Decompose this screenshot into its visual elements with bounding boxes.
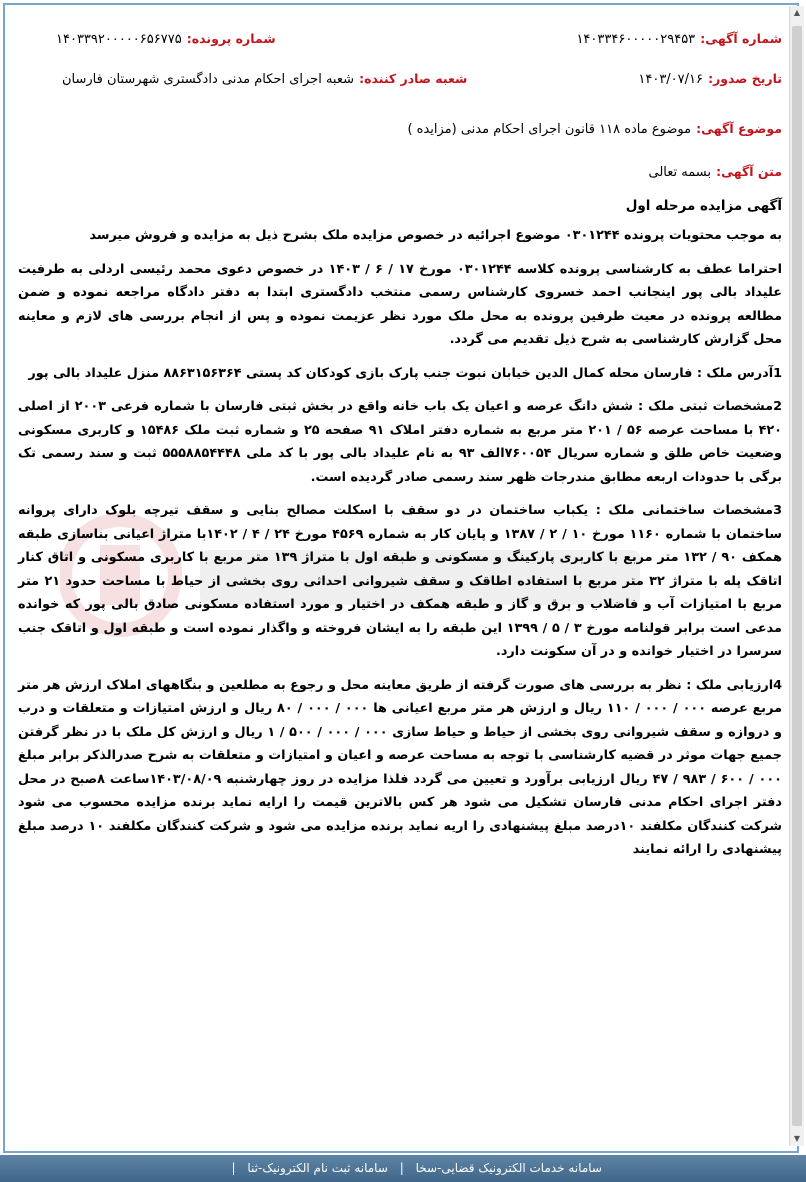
body-label: متن آگهی:: [716, 164, 782, 179]
header-row-2: [18, 68, 782, 108]
issue-date-value: ۱۴۰۳/۰۷/۱۶: [638, 72, 703, 87]
paragraph-address: 1آدرس ملک : فارسان محله کمال الدین خیابان نبوت جنب پارک بازی کودکان کد پستی ۸۸۶۳۱۵۶۳۶۴ منزل علیداد بالی پور: [28, 365, 782, 381]
notice-content: [18, 28, 782, 862]
footer-link-sakha[interactable]: سامانه خدمات الکترونیک قضایی-سخا: [415, 1161, 602, 1175]
case-number-field: [56, 28, 276, 47]
ad-number-value: ۱۴۰۳۳۴۶۰۰۰۰۰۲۹۴۵۳: [576, 32, 696, 47]
paragraph-registration: 2مشخصات ثبتی ملک : شش دانگ عرصه و اعیان یک باب خانه واقع در بخش ثبتی فارسان با شماره فرعی ۲۰۰۳ از اصلی ۴۲۰ با مساحت عرصه ۵۶ / ۲۰۱ متر مربع به شماره دفتر املاک ۹۱ صفحه ۲۵ و شماره ثبت ملک ۱۵۴۸۶ و کاربری مسکونی وضعیت خاص طلق و شماره سریال ۷۶۰۰۵۴الف ۹۳ به نام علیداد بالی پور با کد ملی ۵۵۵۸۸۵۴۴۴۸ ثبت و سند رسمی تک برگی با حدودات اربعه مطابق مندرجات ظهر سند رسمی صادر گردیده است.: [18, 399, 783, 485]
footer-separator: |: [231, 1161, 236, 1175]
subject-label: موضوع آگهی:: [696, 121, 782, 136]
paragraph-expert-report: احتراما عطف به کارشناسی پرونده کلاسه ۰۳۰۱۲۴۴ مورخ ۱۷ / ۶ / ۱۴۰۳ در خصوص دعوی محمد رئیسی اردلی به طرفیت علیداد بالی پور اینجانب احمد خسروی کارشناس رسمی منتخب دادگستری ابتدا به دفتر دادگاه مراجعه نموده و ضمن مطالعه پرونده در معیت طرفین پرونده به محل ملک مورد نظر عزیمت نموده و پس از انجام بررسی های لازم و معاینه محل گزارش کارشناسی به شرح ذیل تقدیم می گردد.: [18, 261, 782, 347]
ad-number-label: شماره آگهی:: [700, 31, 782, 46]
issue-date-label: تاریخ صدور:: [708, 71, 782, 86]
scroll-up-arrow-icon[interactable]: ▲: [793, 8, 801, 17]
ad-number-field: [576, 28, 782, 47]
case-number-label: شماره پرونده:: [186, 31, 276, 46]
scroll-down-arrow-icon[interactable]: ▼: [793, 1134, 801, 1143]
body-row: [18, 161, 782, 180]
vertical-scrollbar[interactable]: [789, 6, 804, 1146]
subject-row: [18, 118, 782, 137]
scroll-thumb[interactable]: [792, 26, 802, 1126]
issuer-field: [62, 68, 467, 87]
issuer-label: شعبه صادر کننده:: [359, 71, 468, 86]
body-value: بسمه تعالی: [648, 165, 711, 180]
issuer-value: شعبه اجرای احکام مدنی دادگستری شهرستان فارسان: [62, 72, 355, 87]
footer-link-sana[interactable]: سامانه ثبت نام الکترونیک-ثنا: [247, 1161, 388, 1175]
header-row-1: [18, 28, 782, 68]
case-number-value: ۱۴۰۳۳۹۲۰۰۰۰۰۶۵۶۷۷۵: [56, 32, 182, 47]
paragraph-building: 3مشخصات ساختمانی ملک : یکباب ساختمان در دو سقف با اسکلت مصالح بنایی و سقف تیرچه بلوک دارای پروانه ساختمان با شماره ۱۱۶۰ مورخ ۱۰ / ۲ / ۱۳۸۷ و پایان کار به شماره ۴۵۶۹ مورخ ۲۴ / ۴ / ۱۴۰۲با متراژ اعیانی بناسازی طبقه همکف ۹۰ / ۱۳۲ متر مربع با کاربری پارکینگ و مسکونی و طبقه اول با متراژ ۱۳۹ متر مربع با کاربری مسکونی و اتاق کنار اتاقک پله با متراژ ۳۲ متر مربع با استفاده اطاقک و سقف شیروانی احداثی روی بخشی از حیاط با مساحت حدود ۲۱ متر مربع با امتیازات آب و فاضلاب و برق و گاز و طبقه همکف در اختیار و مورد استفاده مسکونی صادق بالی پور که خوانده مدعی است برابر قولنامه مورخ ۳ / ۵ / ۱۳۹۹ این طبقه را به ایشان فروخته و واگذار نموده است و طبقه اول و اتاقک جنب سرسرا در اختیار خوانده و در آن سکونت دارد.: [18, 503, 783, 659]
notice-title: آگهی مزایده مرحله اول: [625, 198, 782, 214]
issue-date-field: [638, 68, 782, 87]
footer-separator: |: [399, 1161, 404, 1175]
paragraph-valuation: 4ارزیابی ملک : نظر به بررسی های صورت گرفته از طریق معاینه محل و رجوع به مطلعین و بنگاههای املاک ارزش هر متر مربع عرصه ۰۰۰ / ۰۰۰ / ۱۱۰ ریال و ارزش هر متر مربع اعیانی ها ۰۰۰ / ۰۰۰ / ۸۰ ریال و ارزش امتیازات و متعلقات و درب و دروازه و سقف شیروانی روی بخشی از حیاط و حیاط سازی ۰۰۰ / ۰۰۰ / ۵۰۰ / ۱ ریال و ارزش کل ملک با در نظر گرفتن جمیع جهات موثر در قضیه کارشناسی با توجه به مساحت عرصه و اعیان و امتیازات و متعلقات به شرح صدرالذکر برابر مبلغ ۰۰۰ / ۶۰۰ / ۹۸۳ / ۴۷ ریال ارزیابی برآورد و تعیین می گردد فلذا مزایده در روز چهارشنبه ۱۴۰۳/۰۸/۰۹ساعت ۸صبح در محل دفتر اجرای احکام مدنی فارسان تشکیل می شود هر کس بالاترین قیمت را ارایه نماید برنده مزایده محسوب می شود شرکت کنندگان مکلفند ۱۰درصد مبلغ پیشنهادی را اریه نماید برنده مزایده می شود و شرکت کنندگان مکلفند ۱۰ درصد مبلغ پیشنهادی را ارائه نمایند: [18, 677, 782, 857]
paragraph-intro: به موجب محتویات پرونده ۰۳۰۱۲۴۴ موضوع اجرائیه در خصوص مزایده ملک بشرح ذیل به مزایده و فروش میرسد: [89, 228, 782, 243]
subject-value: موضوع ماده ۱۱۸ قانون اجرای احکام مدنی (مزایده ): [407, 122, 692, 137]
footer-bar: [0, 1155, 806, 1182]
